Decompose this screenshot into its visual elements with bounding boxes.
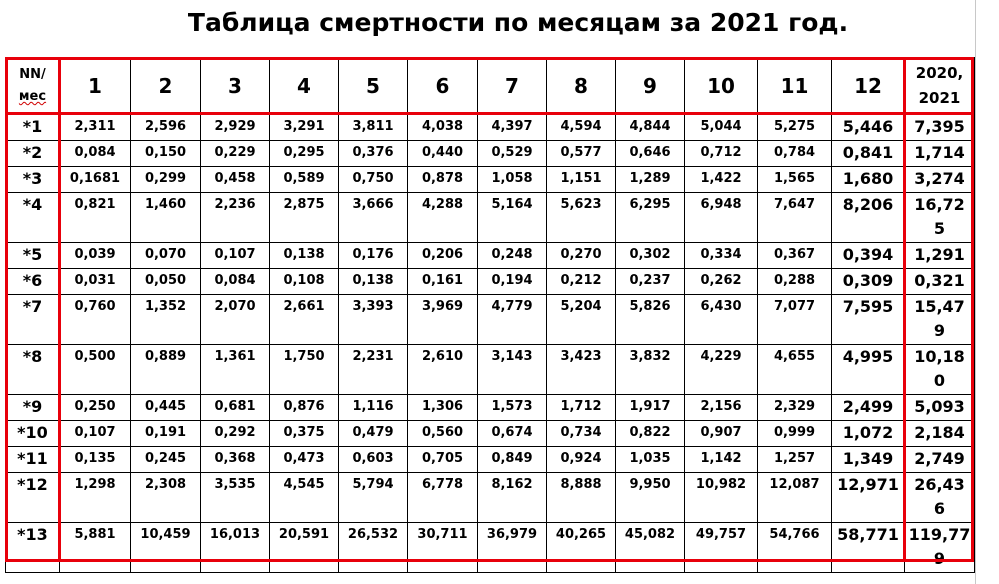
red-frame-total-column [903,57,906,562]
table-row [6,473,975,523]
value-cell: 1,349 [832,447,905,473]
total-cell [905,167,975,193]
value-cell: 0,376 [339,141,408,167]
value-cell: 0,309 [832,269,905,295]
total-cell-line: 9 [933,321,946,340]
value-cell: 0,368 [201,447,270,473]
total-cell-line: 6 [933,499,946,518]
red-frame-label-column [58,57,61,562]
red-frame-left [5,57,8,562]
total-cell-line: 26,43 [914,475,965,494]
value-cell: 0,681 [201,395,270,421]
value-cell: 0,245 [131,447,201,473]
value-cell: 1,289 [616,167,685,193]
value-cell: 4,594 [547,115,616,141]
value-cell: 2,156 [685,395,758,421]
value-cell: 2,875 [270,193,339,243]
value-cell: 0,150 [131,141,201,167]
value-cell: 1,422 [685,167,758,193]
value-cell: 2,329 [758,395,832,421]
mortality-table-wrapper [5,57,974,562]
value-cell: 0,288 [758,269,832,295]
table-row [6,295,975,345]
value-cell: 0,250 [60,395,131,421]
row-label: *10 [6,421,60,447]
value-cell: 3,811 [339,115,408,141]
value-cell: 4,779 [478,295,547,345]
value-cell: 2,596 [131,115,201,141]
value-cell: 0,878 [408,167,478,193]
row-label: *8 [6,345,60,395]
total-cell [905,395,975,421]
value-cell: 5,446 [832,115,905,141]
value-cell: 1,072 [832,421,905,447]
total-cell-line: 0,321 [914,271,965,290]
total-cell-line: 3,274 [914,169,965,188]
value-cell: 1,565 [758,167,832,193]
value-cell: 0,577 [547,141,616,167]
value-cell: 0,750 [339,167,408,193]
value-cell: 0,841 [832,141,905,167]
value-cell: 1,460 [131,193,201,243]
value-cell: 16,013 [201,523,270,573]
row-label: *12 [6,473,60,523]
value-cell: 0,999 [758,421,832,447]
value-cell: 26,532 [339,523,408,573]
total-cell-line: 5,093 [914,397,965,416]
value-cell: 0,039 [60,243,131,269]
total-header-line1: 2020, [915,64,964,82]
value-cell: 2,308 [131,473,201,523]
month-header: 10 [685,58,758,115]
month-header: 9 [616,58,685,115]
value-cell: 0,603 [339,447,408,473]
value-cell: 6,430 [685,295,758,345]
value-cell: 0,135 [60,447,131,473]
value-cell: 5,204 [547,295,616,345]
value-cell: 2,236 [201,193,270,243]
table-row [6,243,975,269]
value-cell: 5,164 [478,193,547,243]
value-cell: 0,194 [478,269,547,295]
month-header: 5 [339,58,408,115]
value-cell: 0,500 [60,345,131,395]
value-cell: 3,423 [547,345,616,395]
value-cell: 40,265 [547,523,616,573]
red-frame-top [5,57,974,60]
value-cell: 4,397 [478,115,547,141]
value-cell: 0,445 [131,395,201,421]
value-cell: 0,176 [339,243,408,269]
value-cell: 0,299 [131,167,201,193]
value-cell: 0,212 [547,269,616,295]
total-cell-line: 1,714 [914,143,965,162]
value-cell: 0,334 [685,243,758,269]
value-cell: 5,881 [60,523,131,573]
table-body [6,115,975,573]
row-label: *2 [6,141,60,167]
value-cell: 6,948 [685,193,758,243]
row-label: *3 [6,167,60,193]
value-cell: 5,275 [758,115,832,141]
value-cell: 0,367 [758,243,832,269]
total-cell-line: 15,47 [914,297,965,316]
page-margin-line [975,0,976,584]
value-cell: 0,907 [685,421,758,447]
total-cell-line: 119,77 [908,525,971,544]
value-cell: 49,757 [685,523,758,573]
value-cell: 10,459 [131,523,201,573]
value-cell: 4,038 [408,115,478,141]
table-row [6,269,975,295]
value-cell: 6,295 [616,193,685,243]
table-row [6,523,975,573]
value-cell: 0,270 [547,243,616,269]
red-frame-bottom [5,559,974,562]
value-cell: 12,087 [758,473,832,523]
value-cell: 0,191 [131,421,201,447]
value-cell: 8,206 [832,193,905,243]
corner-label-bottom: мес [18,89,47,104]
value-cell: 0,084 [60,141,131,167]
row-label: *9 [6,395,60,421]
value-cell: 45,082 [616,523,685,573]
value-cell: 0,479 [339,421,408,447]
value-cell: 0,229 [201,141,270,167]
value-cell: 7,077 [758,295,832,345]
value-cell: 1,680 [832,167,905,193]
value-cell: 9,950 [616,473,685,523]
value-cell: 3,832 [616,345,685,395]
value-cell: 0,473 [270,447,339,473]
value-cell: 5,826 [616,295,685,345]
value-cell: 1,298 [60,473,131,523]
total-header-line2: 2021 [918,89,961,107]
month-header: 3 [201,58,270,115]
table-row [6,447,975,473]
value-cell: 5,794 [339,473,408,523]
value-cell: 0,440 [408,141,478,167]
page-title: Таблица смертности по месяцам за 2021 год. [187,8,849,37]
value-cell: 1,058 [478,167,547,193]
value-cell: 58,771 [832,523,905,573]
value-cell: 54,766 [758,523,832,573]
value-cell: 1,257 [758,447,832,473]
value-cell: 0,237 [616,269,685,295]
value-cell: 0,674 [478,421,547,447]
value-cell: 0,889 [131,345,201,395]
red-frame-right [971,57,974,562]
value-cell: 30,711 [408,523,478,573]
value-cell: 1,142 [685,447,758,473]
total-cell [905,269,975,295]
row-label: *6 [6,269,60,295]
value-cell: 7,647 [758,193,832,243]
value-cell: 4,844 [616,115,685,141]
value-cell: 1,035 [616,447,685,473]
value-cell: 10,982 [685,473,758,523]
value-cell: 1,750 [270,345,339,395]
table-row [6,395,975,421]
value-cell: 2,661 [270,295,339,345]
value-cell: 0,849 [478,447,547,473]
value-cell: 5,623 [547,193,616,243]
value-cell: 8,162 [478,473,547,523]
month-header: 2 [131,58,201,115]
value-cell: 0,050 [131,269,201,295]
total-cell [905,447,975,473]
total-cell [905,345,975,395]
value-cell: 2,231 [339,345,408,395]
value-cell: 0,529 [478,141,547,167]
row-label: *7 [6,295,60,345]
value-cell: 0,070 [131,243,201,269]
value-cell: 0,760 [60,295,131,345]
value-cell: 1,917 [616,395,685,421]
table-header-row [6,58,975,115]
total-cell-line: 2,184 [914,423,965,442]
total-cell [905,473,975,523]
value-cell: 0,821 [60,193,131,243]
value-cell: 0,822 [616,421,685,447]
total-cell [905,193,975,243]
total-cell-line: 1,291 [914,245,965,264]
value-cell: 0,1681 [60,167,131,193]
value-cell: 0,646 [616,141,685,167]
month-header: 1 [60,58,131,115]
value-cell: 1,352 [131,295,201,345]
value-cell: 0,784 [758,141,832,167]
value-cell: 2,070 [201,295,270,345]
row-label: *13 [6,523,60,573]
total-cell [905,295,975,345]
value-cell: 1,116 [339,395,408,421]
value-cell: 4,655 [758,345,832,395]
value-cell: 0,734 [547,421,616,447]
value-cell: 0,295 [270,141,339,167]
total-cell [905,523,975,573]
value-cell: 2,929 [201,115,270,141]
row-label: *11 [6,447,60,473]
value-cell: 20,591 [270,523,339,573]
value-cell: 0,107 [201,243,270,269]
value-cell: 3,143 [478,345,547,395]
value-cell: 0,107 [60,421,131,447]
row-label: *1 [6,115,60,141]
month-header: 6 [408,58,478,115]
row-label: *5 [6,243,60,269]
value-cell: 0,712 [685,141,758,167]
value-cell: 0,375 [270,421,339,447]
month-header: 7 [478,58,547,115]
value-cell: 1,361 [201,345,270,395]
value-cell: 8,888 [547,473,616,523]
total-cell [905,243,975,269]
table-row [6,141,975,167]
row-label: *4 [6,193,60,243]
total-cell [905,115,975,141]
value-cell: 1,151 [547,167,616,193]
table-row [6,345,975,395]
value-cell: 0,161 [408,269,478,295]
value-cell: 0,108 [270,269,339,295]
value-cell: 7,595 [832,295,905,345]
value-cell: 6,778 [408,473,478,523]
value-cell: 3,666 [339,193,408,243]
value-cell: 1,306 [408,395,478,421]
month-header: 8 [547,58,616,115]
total-cell-line: 16,72 [914,195,965,214]
total-cell [905,141,975,167]
corner-header [6,58,60,115]
value-cell: 0,394 [832,243,905,269]
total-cell-line: 10,18 [914,347,965,366]
value-cell: 2,499 [832,395,905,421]
total-cell-line: 2,749 [914,449,965,468]
value-cell: 0,031 [60,269,131,295]
value-cell: 3,969 [408,295,478,345]
value-cell: 0,248 [478,243,547,269]
table-row [6,167,975,193]
value-cell: 0,138 [270,243,339,269]
value-cell: 4,995 [832,345,905,395]
mortality-table [5,57,975,573]
value-cell: 0,138 [339,269,408,295]
table-row [6,193,975,243]
value-cell: 0,302 [616,243,685,269]
month-header: 4 [270,58,339,115]
value-cell: 0,560 [408,421,478,447]
value-cell: 1,712 [547,395,616,421]
value-cell: 3,393 [339,295,408,345]
value-cell: 0,458 [201,167,270,193]
value-cell: 2,610 [408,345,478,395]
total-cell-line: 7,395 [914,117,965,136]
total-cell-line: 5 [933,219,946,238]
value-cell: 1,573 [478,395,547,421]
month-header: 12 [832,58,905,115]
value-cell: 0,084 [201,269,270,295]
value-cell: 3,291 [270,115,339,141]
value-cell: 12,971 [832,473,905,523]
value-cell: 0,705 [408,447,478,473]
value-cell: 4,288 [408,193,478,243]
value-cell: 36,979 [478,523,547,573]
value-cell: 2,311 [60,115,131,141]
value-cell: 4,229 [685,345,758,395]
total-cell [905,421,975,447]
red-frame-header-separator [5,112,974,115]
value-cell: 4,545 [270,473,339,523]
value-cell: 0,206 [408,243,478,269]
value-cell: 5,044 [685,115,758,141]
value-cell: 0,924 [547,447,616,473]
value-cell: 0,876 [270,395,339,421]
table-row [6,115,975,141]
total-header [905,58,975,115]
value-cell: 3,535 [201,473,270,523]
month-header: 11 [758,58,832,115]
value-cell: 0,589 [270,167,339,193]
table-row [6,421,975,447]
value-cell: 0,262 [685,269,758,295]
corner-label-top: NN/ [19,67,46,82]
total-cell-line: 0 [933,371,946,390]
value-cell: 0,292 [201,421,270,447]
